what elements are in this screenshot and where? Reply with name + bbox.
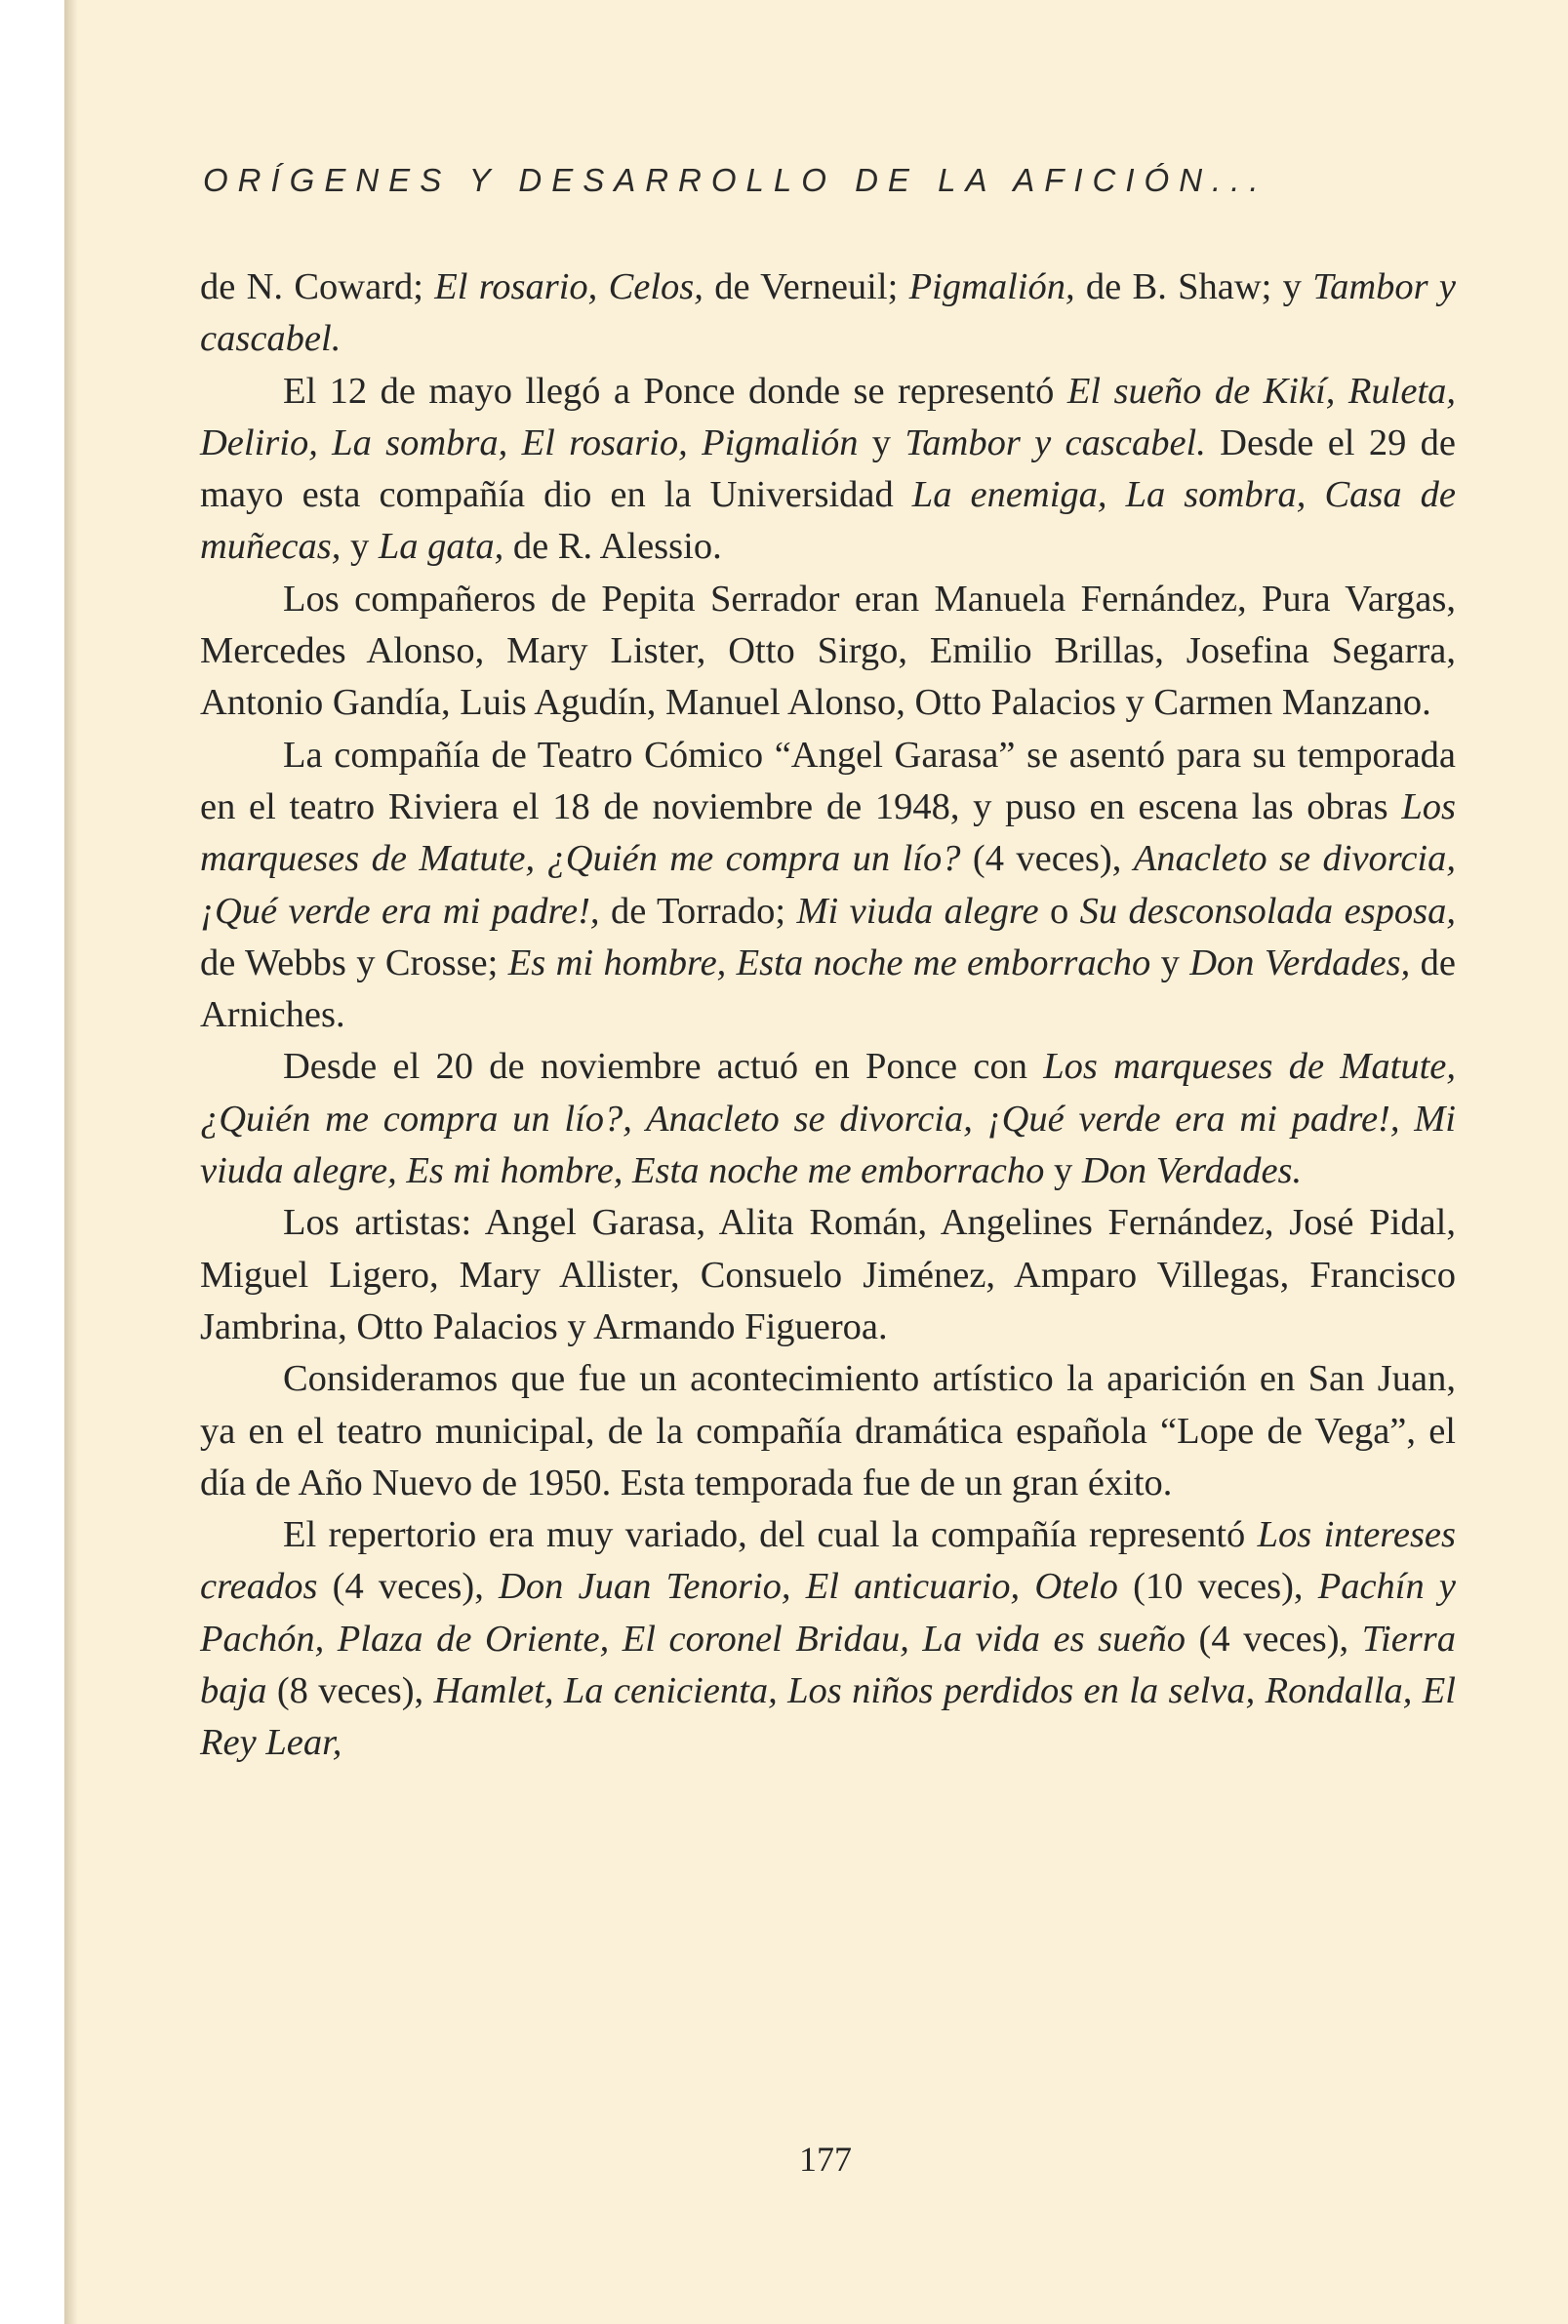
italic-title: Los intereses creados [200, 1514, 1456, 1608]
paragraph [200, 1353, 1456, 1509]
text-run: y [858, 421, 905, 463]
binding-edge [64, 0, 78, 2324]
text-run: de Arniches. [200, 942, 1456, 1036]
text-run: Los compañeros de Pepita Serrador eran Manuela Fernández, Pura Vargas, Mercedes Alonso, Mary Lister, Otto Sirgo, Emilio Brillas, Josefina Segarra, Antonio Gandía, Luis Agudín, Manuel Alonso, Otto Palacios y Carmen Manzano. [200, 578, 1456, 724]
italic-title: Su desconsolada esposa, [1079, 890, 1456, 932]
paragraph [200, 366, 1456, 574]
italic-title: Hamlet, La cenicienta, Los niños perdidos en la selva, Rondalla, El Rey Lear, [200, 1670, 1456, 1764]
italic-title: Es mi hombre, Esta noche me emborracho [507, 942, 1151, 983]
text-run: La compañía de Teatro Cómico “Angel Garasa” se asentó para su temporada en el teatro Riviera el 18 de noviembre de 1948, y puso en escena las obras [200, 734, 1456, 827]
text-run: de Torrado; [599, 890, 797, 932]
paragraph [200, 730, 1456, 1042]
italic-title: La gata, [378, 526, 504, 568]
text-run: El repertorio era muy variado, del cual la compañía representó [283, 1514, 1258, 1556]
book-page [64, 0, 1568, 2324]
text-run: Desde el 29 de mayo esta compañía dio en la Universidad [200, 421, 1456, 516]
italic-title: Mi viuda alegre [796, 890, 1039, 932]
paragraph [200, 261, 1456, 366]
italic-title: Tambor y cascabel. [905, 421, 1206, 463]
paragraph [200, 1041, 1456, 1197]
text-run: Los artistas: Angel Garasa, Alita Román, Angelines Fernández, José Pidal, Miguel Ligero, Mary Allister, Consuelo Jiménez, Amparo Villegas, Francisco Jambrina, Otto Palacios y Armando Figueroa. [200, 1202, 1456, 1347]
text-run: Desde el 20 de noviembre actuó en Ponce con [283, 1046, 1044, 1088]
paragraph [200, 574, 1456, 730]
text-run: de Verneuil; [703, 266, 909, 307]
text-run: (10 veces), [1117, 1566, 1318, 1608]
text-run: y [341, 526, 379, 568]
italic-title: Pigmalión, [908, 266, 1075, 307]
text-run: de N. Coward; [200, 266, 435, 307]
text-run: de R. Alessio. [503, 526, 722, 568]
text-run: (4 veces), [317, 1566, 500, 1608]
italic-title: El sueño de Kikí, Ruleta, Delirio, La sombra, El rosario, Pigmalión [200, 370, 1456, 463]
italic-title: El rosario, Celos, [434, 266, 704, 307]
text-run: y [1150, 942, 1190, 983]
italic-title: Don Juan Tenorio, El anticuario, Otelo [499, 1566, 1118, 1608]
italic-title: Don Verdades. [1081, 1150, 1303, 1192]
italic-title: Los marqueses de Matute, ¿Quién me compra un lío?, Anacleto se divorcia, ¡Qué verde era mi padre!, Mi viuda alegre, Es mi hombre, Esta noche me emborracho [200, 1046, 1456, 1192]
italic-title: Tambor y cascabel. [200, 266, 1456, 360]
body-text [200, 261, 1456, 1770]
italic-title: Pachín y Pachón, Plaza de Oriente, El coronel Bridau, La vida es sueño [200, 1566, 1457, 1660]
italic-title: La enemiga, La sombra, Casa de muñecas, [200, 474, 1456, 568]
italic-title: Los marqueses de Matute, ¿Quién me compra un lío? [200, 785, 1456, 880]
running-head: ORÍGENES Y DESARROLLO DE LA AFICIÓN... [203, 162, 1268, 198]
text-run: Consideramos que fue un acontecimiento artístico la aparición en San Juan, ya en el teatro municipal, de la compañía dramática española “Lope de Vega”, el día de Año Nuevo de 1950. Esta temporada fue de un gran éxito. [200, 1358, 1456, 1503]
text-run: (4 veces), [960, 838, 1134, 880]
text-run: El 12 de mayo llegó a Ponce donde se representó [283, 370, 1067, 412]
page-number: 177 [799, 2140, 852, 2179]
text-run: y [1044, 1150, 1082, 1192]
text-run: (4 veces), [1185, 1618, 1362, 1660]
italic-title: Anacleto se divorcia, ¡Qué verde era mi padre!, [200, 838, 1456, 932]
paragraph [200, 1509, 1456, 1769]
paragraph [200, 1197, 1456, 1353]
italic-title: Don Verdades, [1189, 942, 1411, 983]
text-run: o [1038, 890, 1080, 932]
text-run: de B. Shaw; y [1074, 266, 1313, 307]
italic-title: Tierra baja [200, 1618, 1457, 1712]
text-run: (8 veces), [266, 1670, 434, 1712]
text-run: de Webbs y Crosse; [200, 942, 508, 983]
